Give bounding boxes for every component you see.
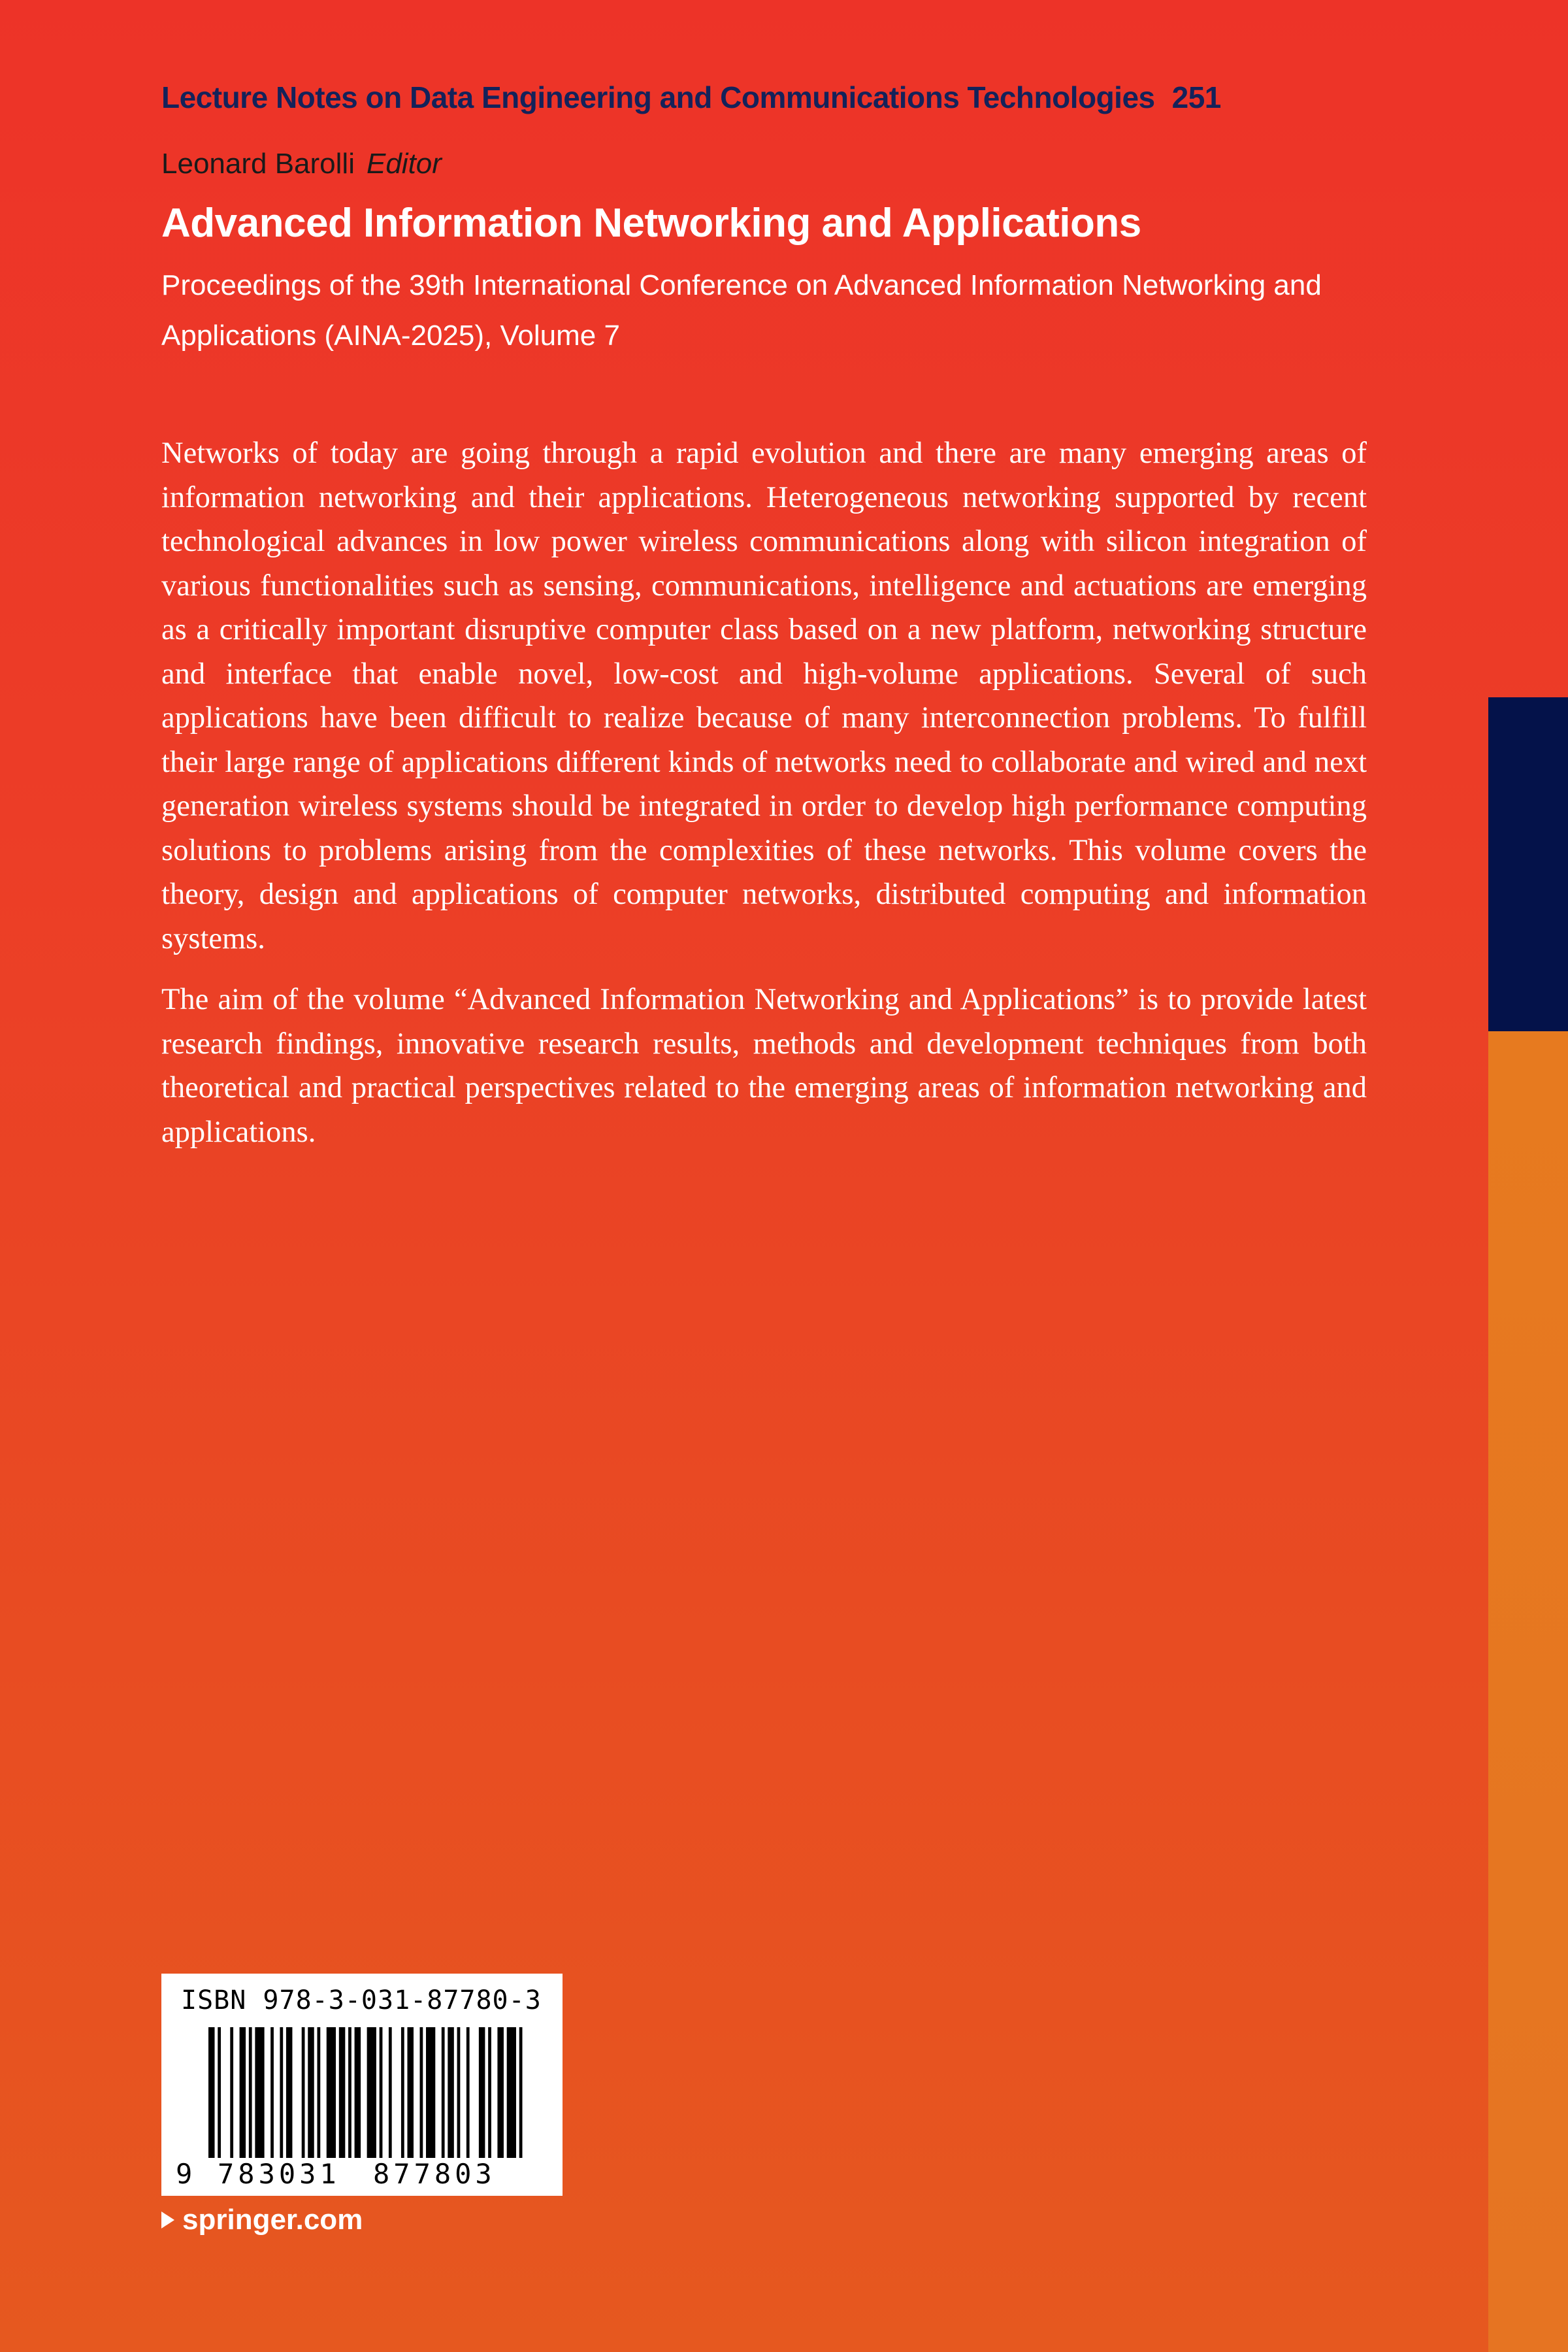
spine-blue-band [1488, 697, 1568, 1031]
barcode-bar [249, 2027, 252, 2158]
description-paragraph-1: Networks of today are going through a rapid evolution and there are many emerging areas of information networking and their applications. Heterogeneous networking supported by recent technological advances in low power wireless communications along with silicon integration of various functionalities such as sensing, communications, intelligence and actuations are emerging as a critically important disruptive computer class based on a new platform, networking structure and interface that enable novel, low-cost and high-volume applications. Several of such applications have been difficult to realize because of many interconnection problems. To fulfill their large range of applications different kinds of networks need to collaborate and wired and next generation wireless systems should be integrated in order to develop high performance computing solutions to problems arising from the complexities of these networks. This volume covers the theory, design and applications of computer networks, distributed computing and information systems. [161, 437, 1367, 955]
series-title [161, 80, 1403, 115]
arrow-right-icon [161, 2211, 174, 2228]
barcode-bar [519, 2027, 523, 2158]
barcode-bar [466, 2027, 470, 2158]
barcode-bar [339, 2027, 346, 2158]
barcode-bar [507, 2027, 516, 2158]
barcode-bar [302, 2027, 305, 2158]
barcode-bar [401, 2027, 404, 2158]
book-title: Advanced Information Networking and Applications [161, 201, 1141, 246]
barcode-bar [479, 2027, 485, 2158]
barcode-bar [407, 2027, 414, 2158]
barcode-bar [286, 2027, 293, 2158]
barcode-bar [327, 2027, 336, 2158]
editor-role: Editor [366, 148, 442, 180]
barcode-bar [230, 2027, 233, 2158]
barcode-bar [426, 2027, 435, 2158]
barcode-bar [380, 2027, 383, 2158]
series-name: Lecture Notes on Data Engineering and Communications Technologies [161, 80, 1155, 114]
barcode-bar [497, 2027, 504, 2158]
book-description [161, 431, 1367, 1171]
barcode-bar [420, 2027, 423, 2158]
barcode-bar [280, 2027, 283, 2158]
barcode-bar [218, 2027, 221, 2158]
barcode-bars [208, 2027, 529, 2158]
barcode-bar [367, 2027, 376, 2158]
series-number: 251 [1171, 80, 1221, 114]
barcode-bar [448, 2027, 454, 2158]
barcode-bar [255, 2027, 264, 2158]
barcode-digits-right: 877803 [373, 2158, 496, 2190]
barcode-bar [442, 2027, 445, 2158]
barcode-bar [457, 2027, 461, 2158]
barcode-bar [240, 2027, 246, 2158]
barcode-bar [270, 2027, 274, 2158]
subtitle-line-2: Applications (AINA-2025), Volume 7 [161, 320, 620, 352]
barcode-digits-left: 783031 [218, 2158, 340, 2190]
barcode-bar [208, 2027, 215, 2158]
subtitle-line-1: Proceedings of the 39th International Conference on Advanced Information Networking and [161, 269, 1322, 301]
publisher-link[interactable] [161, 2204, 363, 2236]
barcode-bar [348, 2027, 351, 2158]
editor-line [161, 148, 442, 180]
editor-name: Leonard Barolli [161, 148, 355, 180]
barcode-bar [308, 2027, 314, 2158]
barcode-digit-first: 9 [176, 2158, 193, 2190]
book-subtitle [161, 260, 1324, 361]
barcode-bar [318, 2027, 321, 2158]
barcode-bar [488, 2027, 491, 2158]
barcode-bar [389, 2027, 392, 2158]
description-paragraph-2: The aim of the volume “Advanced Information Networking and Applications” is to provide latest research findings, innovative research results, methods and development techniques from both theoretical and practical perspectives related to the emerging areas of information networking and applications. [161, 983, 1367, 1149]
isbn-label: ISBN 978-3-031-87780-3 [181, 1985, 542, 2015]
barcode-bar [355, 2027, 361, 2158]
isbn-barcode [161, 1974, 563, 2196]
spine-orange-band [1488, 1031, 1568, 2352]
publisher-url: springer.com [182, 2204, 363, 2236]
